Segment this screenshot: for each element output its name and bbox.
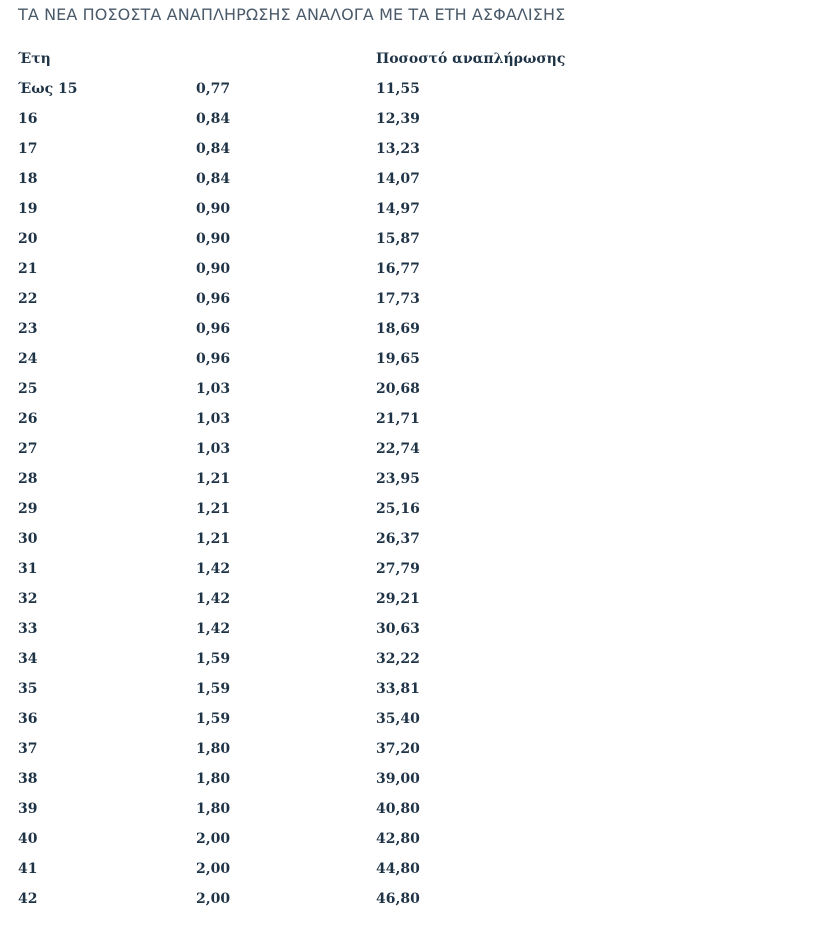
table-row: [18, 434, 618, 464]
table-row: [18, 464, 618, 494]
cell-increment: 0,84: [196, 111, 231, 127]
table-row: [18, 404, 618, 434]
table-row: [18, 764, 618, 794]
cell-increment: 0,84: [196, 141, 231, 157]
cell-years: 16: [18, 111, 38, 127]
cell-years: 28: [18, 471, 38, 487]
cell-increment: 1,21: [196, 471, 231, 487]
cell-years: 42: [18, 891, 38, 907]
cell-increment: 1,80: [196, 801, 231, 817]
table-row: [18, 704, 618, 734]
cell-years: 29: [18, 501, 38, 517]
table-row: [18, 494, 618, 524]
cell-replacement-rate: 19,65: [376, 351, 420, 367]
cell-years: 37: [18, 741, 38, 757]
cell-increment: 1,03: [196, 411, 231, 427]
replacement-rate-table: [18, 44, 618, 914]
cell-increment: 1,03: [196, 441, 231, 457]
cell-increment: 1,59: [196, 711, 231, 727]
cell-years: 20: [18, 231, 38, 247]
cell-replacement-rate: 25,16: [376, 501, 420, 517]
table-header-row: [18, 44, 618, 74]
cell-replacement-rate: 27,79: [376, 561, 420, 577]
cell-years: 22: [18, 291, 38, 307]
cell-increment: 0,96: [196, 291, 231, 307]
cell-years: 38: [18, 771, 38, 787]
table-row: [18, 854, 618, 884]
cell-increment: 1,21: [196, 501, 231, 517]
cell-replacement-rate: 12,39: [376, 111, 420, 127]
cell-increment: 1,42: [196, 591, 231, 607]
cell-increment: 1,80: [196, 771, 231, 787]
table-row: [18, 734, 618, 764]
cell-replacement-rate: 13,23: [376, 141, 420, 157]
cell-replacement-rate: 16,77: [376, 261, 420, 277]
cell-years: 31: [18, 561, 38, 577]
cell-increment: 0,90: [196, 201, 231, 217]
cell-increment: 0,96: [196, 351, 231, 367]
table-row: [18, 224, 618, 254]
cell-years: 34: [18, 651, 38, 667]
cell-replacement-rate: 30,63: [376, 621, 420, 637]
table-row: [18, 614, 618, 644]
table-row: [18, 824, 618, 854]
cell-replacement-rate: 37,20: [376, 741, 420, 757]
cell-increment: 0,84: [196, 171, 231, 187]
header-years: Έτη: [18, 51, 51, 67]
cell-increment: 2,00: [196, 831, 231, 847]
cell-increment: 1,59: [196, 651, 231, 667]
cell-replacement-rate: 23,95: [376, 471, 420, 487]
header-replacement-rate: Ποσοστό αναπλήρωσης: [376, 51, 566, 67]
table-row: [18, 374, 618, 404]
cell-replacement-rate: 17,73: [376, 291, 420, 307]
cell-replacement-rate: 39,00: [376, 771, 420, 787]
cell-increment: 1,42: [196, 621, 231, 637]
cell-years: 30: [18, 531, 38, 547]
cell-years: 35: [18, 681, 38, 697]
cell-years: 18: [18, 171, 38, 187]
cell-years: 21: [18, 261, 38, 277]
table-row: [18, 524, 618, 554]
cell-years: 39: [18, 801, 38, 817]
cell-replacement-rate: 22,74: [376, 441, 420, 457]
table-row: [18, 584, 618, 614]
cell-years: 27: [18, 441, 38, 457]
cell-replacement-rate: 14,97: [376, 201, 420, 217]
cell-increment: 0,90: [196, 261, 231, 277]
cell-years: 19: [18, 201, 38, 217]
table-row: [18, 194, 618, 224]
cell-years: 25: [18, 381, 38, 397]
cell-increment: 0,90: [196, 231, 231, 247]
cell-years: 24: [18, 351, 38, 367]
cell-replacement-rate: 40,80: [376, 801, 420, 817]
cell-replacement-rate: 14,07: [376, 171, 420, 187]
cell-replacement-rate: 42,80: [376, 831, 420, 847]
cell-years: 33: [18, 621, 38, 637]
table-row: [18, 794, 618, 824]
cell-replacement-rate: 44,80: [376, 861, 420, 877]
table-row: [18, 644, 618, 674]
cell-replacement-rate: 21,71: [376, 411, 420, 427]
cell-years: 23: [18, 321, 38, 337]
table-row: [18, 314, 618, 344]
cell-increment: 0,77: [196, 81, 231, 97]
table-row: [18, 674, 618, 704]
table-row: [18, 284, 618, 314]
page-title: ΤΑ ΝΕΑ ΠΟΣΟΣΤΑ ΑΝΑΠΛΗΡΩΣΗΣ ΑΝΑΛΟΓΑ ΜΕ ΤΑ ΕΤΗ ΑΣΦΑΛΙΣΗΣ: [18, 5, 566, 24]
cell-years: 41: [18, 861, 38, 877]
cell-increment: 1,42: [196, 561, 231, 577]
cell-replacement-rate: 29,21: [376, 591, 420, 607]
cell-replacement-rate: 26,37: [376, 531, 420, 547]
table-row: [18, 344, 618, 374]
cell-years: Έως 15: [18, 81, 78, 97]
cell-years: 36: [18, 711, 38, 727]
cell-increment: 2,00: [196, 891, 231, 907]
cell-increment: 1,03: [196, 381, 231, 397]
cell-years: 32: [18, 591, 38, 607]
cell-increment: 1,21: [196, 531, 231, 547]
cell-replacement-rate: 15,87: [376, 231, 420, 247]
table-row: [18, 134, 618, 164]
table-row: [18, 884, 618, 914]
cell-years: 40: [18, 831, 38, 847]
cell-replacement-rate: 32,22: [376, 651, 420, 667]
cell-years: 17: [18, 141, 38, 157]
table-row: [18, 254, 618, 284]
cell-replacement-rate: 46,80: [376, 891, 420, 907]
cell-replacement-rate: 11,55: [376, 81, 420, 97]
cell-replacement-rate: 20,68: [376, 381, 420, 397]
cell-replacement-rate: 35,40: [376, 711, 420, 727]
table-row: [18, 554, 618, 584]
table-body: [18, 74, 618, 914]
table-row: [18, 164, 618, 194]
cell-increment: 0,96: [196, 321, 231, 337]
table-row: [18, 104, 618, 134]
cell-increment: 2,00: [196, 861, 231, 877]
cell-increment: 1,59: [196, 681, 231, 697]
cell-years: 26: [18, 411, 38, 427]
cell-increment: 1,80: [196, 741, 231, 757]
cell-replacement-rate: 18,69: [376, 321, 420, 337]
table-row: [18, 74, 618, 104]
cell-replacement-rate: 33,81: [376, 681, 420, 697]
